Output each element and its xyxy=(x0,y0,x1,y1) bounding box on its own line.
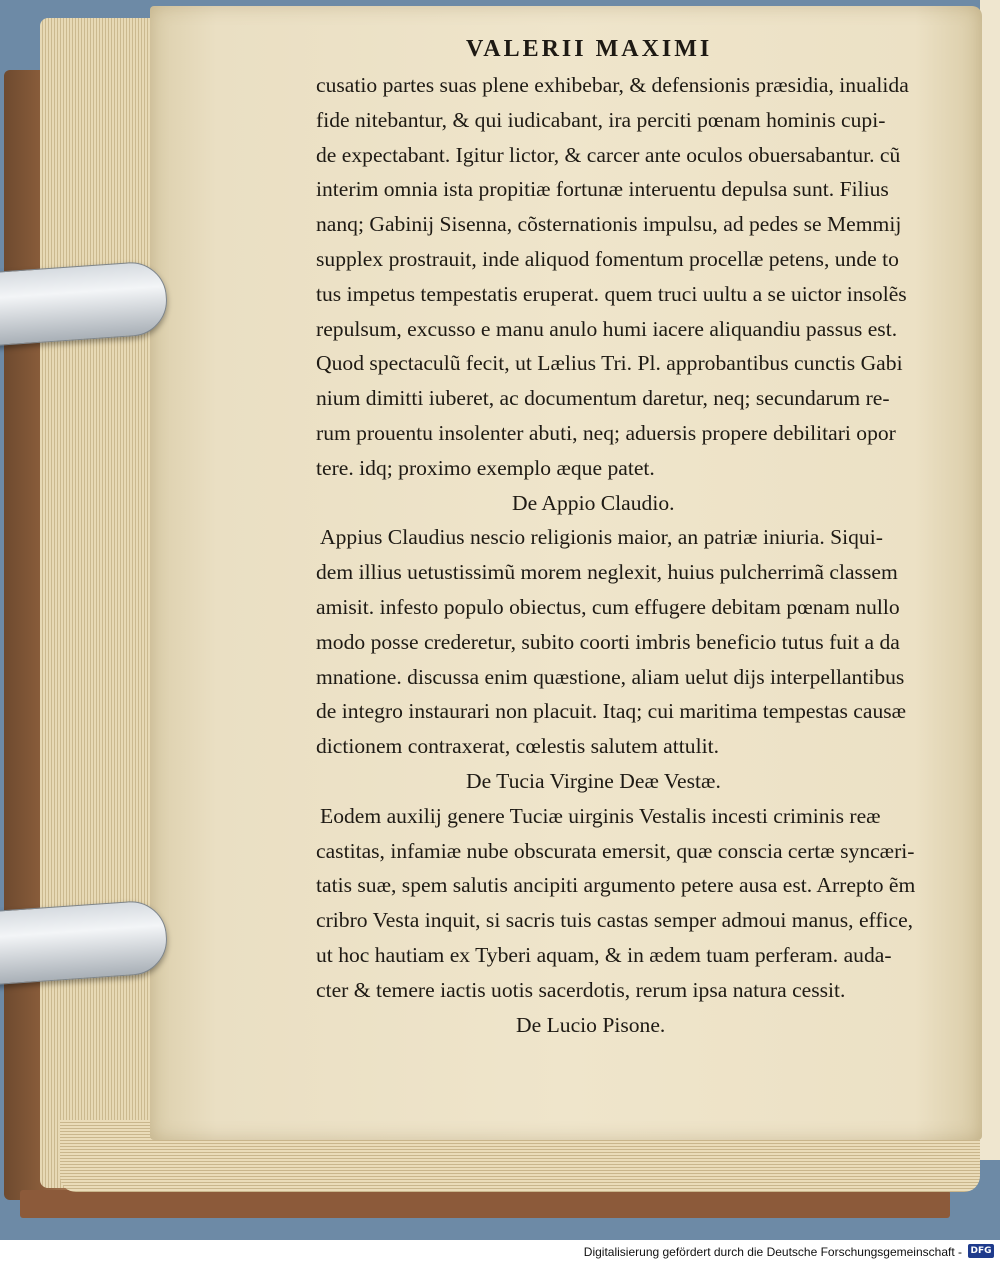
text-line: tere. idq; proximo exemplo æque patet. xyxy=(316,455,655,480)
text-line: tus impetus tempestatis eruperat. quem truci uultu a se uictor insolẽs xyxy=(316,281,907,306)
text-line: de integro instaurari non placuit. Itaq; cui maritima tempestas causæ xyxy=(316,699,907,724)
text-line: Eodem auxilij genere Tuciæ uirginis Vestalis incesti criminis reæ xyxy=(320,803,881,828)
text-line: rum prouentu insolenter abuti, neq; aduersis propere debilitari opor xyxy=(316,420,896,445)
text-line: dictionem contraxerat, cœlestis salutem attulit. xyxy=(316,734,719,759)
page-text xyxy=(316,30,932,1042)
text-line: supplex prostrauit, inde aliquod fomentum procellæ petens, unde to xyxy=(316,246,899,271)
text-line: modo posse crederetur, subito coorti imbris beneficio tutus fuit a da xyxy=(316,629,900,654)
footer-bar xyxy=(0,1240,1000,1264)
book-cover-bottom xyxy=(20,1190,950,1218)
text-line: de expectabant. Igitur lictor, & carcer ante oculos obuersabantur. cũ xyxy=(316,142,901,167)
text-line: cter & temere iactis uotis sacerdotis, rerum ipsa natura cessit. xyxy=(316,977,846,1002)
text-line: nium dimitti iuberet, ac documentum daretur, neq; secundarum re- xyxy=(316,386,890,411)
book-clamp-top xyxy=(0,260,169,346)
text-line: cribro Vesta inquit, si sacris tuis castas semper admoui manus, effice, xyxy=(316,908,914,933)
text-line: amisit. infesto populo obiectus, cum effugere debitam pœnam nullo xyxy=(316,594,900,619)
text-line: ut hoc hautiam ex Tyberi aquam, & in ædem tuam perferam. auda- xyxy=(316,942,892,967)
text-line: tatis suæ, spem salutis ancipiti argumento petere ausa est. Arrepto ẽm xyxy=(316,873,916,898)
section-heading: De Lucio Pisone. xyxy=(516,1012,666,1037)
book-clamp-bottom xyxy=(0,899,169,985)
text-line: castitas, infamiæ nube obscurata emersit, quæ conscia certæ syncæri- xyxy=(316,838,915,863)
text-line: cusatio partes suas plene exhibebar, & defensionis præsidia, inualida xyxy=(316,73,909,97)
dfg-logo-icon: DFG xyxy=(968,1244,994,1258)
text-line: mnatione. discussa enim quæstione, aliam uelut dijs interpellantibus xyxy=(316,664,905,689)
facing-page-edge xyxy=(980,0,1000,1160)
funding-credit: Digitalisierung gefördert durch die Deutsche Forschungsgemeinschaft - xyxy=(583,1245,962,1259)
section-heading: De Appio Claudio. xyxy=(512,490,675,515)
page-edges-left xyxy=(40,18,158,1188)
text-line: nanq; Gabinij Sisenna, cõsternationis impulsu, ad pedes se Memmij xyxy=(316,212,902,237)
text-line: Quod spectaculũ fecit, ut Lælius Tri. Pl. approbantibus cunctis Gabi xyxy=(316,351,903,376)
text-line: dem illius uetustissimũ morem neglexit, huius pulcherrimã classem xyxy=(316,560,898,585)
section-heading: De Tucia Virgine Deæ Vestæ. xyxy=(466,768,721,793)
running-head: VALERII MAXIMI xyxy=(466,36,713,62)
text-line: repulsum, excusso e manu anulo humi iacere aliquandiu passus est. xyxy=(316,316,898,341)
text-line: Appius Claudius nescio religionis maior, an patriæ iniuria. Siqui- xyxy=(320,525,883,550)
text-line: fide nitebantur, & qui iudicabant, ira perciti pœnam hominis cupi- xyxy=(316,107,886,132)
text-line: interim omnia ista propitiæ fortunæ interuentu depulsa sunt. Filius xyxy=(316,177,889,202)
